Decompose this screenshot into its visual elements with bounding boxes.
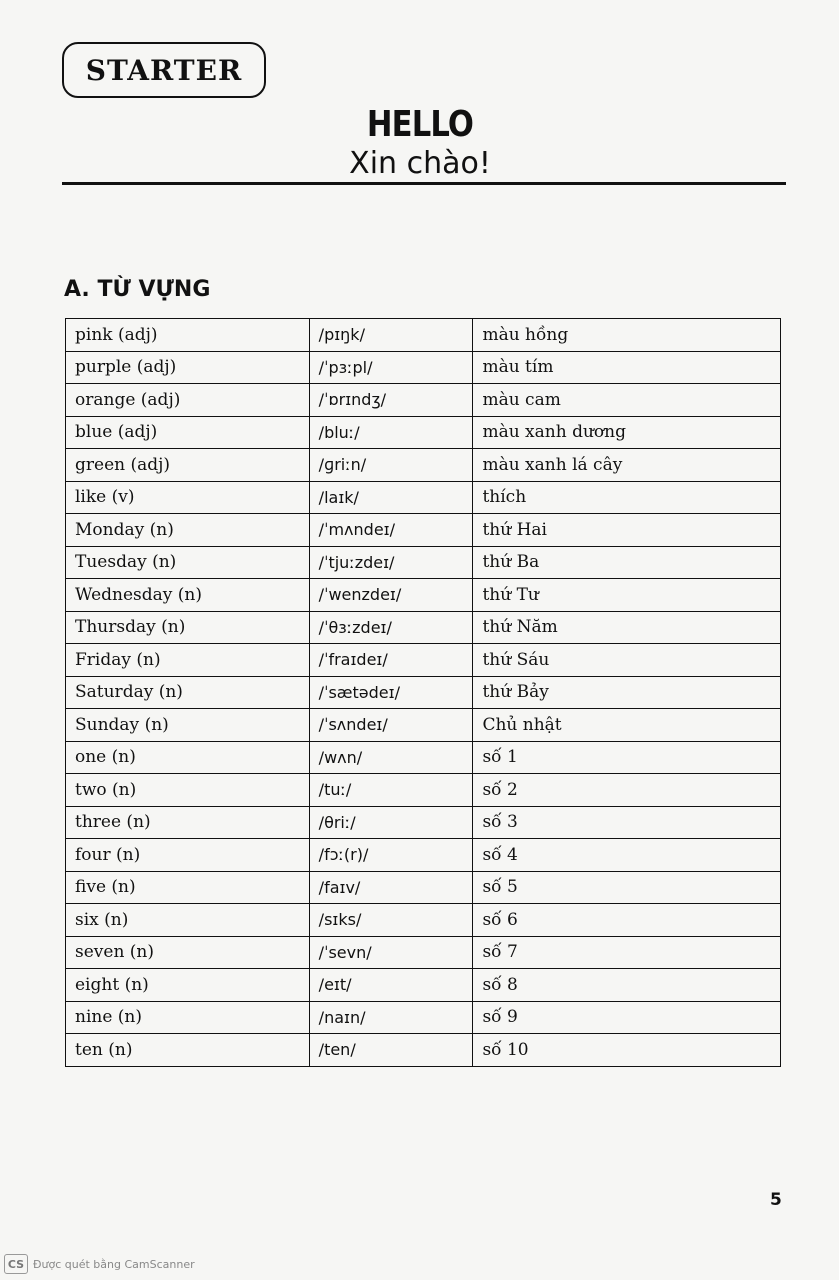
vocab-word: Friday (n) <box>66 644 310 677</box>
table-row <box>66 936 781 969</box>
table-row <box>66 384 781 417</box>
vocab-meaning: Chủ nhật <box>473 709 781 742</box>
table-row <box>66 904 781 937</box>
vocab-pronunciation: /ɡriːn/ <box>309 449 473 482</box>
starter-label: STARTER <box>62 42 266 98</box>
vocab-word: Sunday (n) <box>66 709 310 742</box>
vocab-meaning: thích <box>473 481 781 514</box>
vocab-pronunciation: /ˈsevn/ <box>309 936 473 969</box>
table-row <box>66 644 781 677</box>
vocab-pronunciation: /bluː/ <box>309 416 473 449</box>
vocab-word: Wednesday (n) <box>66 579 310 612</box>
vocab-word: one (n) <box>66 741 310 774</box>
vocab-pronunciation: /ˈfraɪdeɪ/ <box>309 644 473 677</box>
vocab-pronunciation: /naɪn/ <box>309 1001 473 1034</box>
vocab-meaning: số 5 <box>473 871 781 904</box>
lesson-title: HELLO <box>366 104 474 145</box>
vocab-pronunciation: /tuː/ <box>309 774 473 807</box>
vocab-word: orange (adj) <box>66 384 310 417</box>
table-row <box>66 351 781 384</box>
vocab-meaning: thứ Năm <box>473 611 781 644</box>
vocab-meaning: số 10 <box>473 1034 781 1067</box>
table-row <box>66 709 781 742</box>
vocab-meaning: màu xanh lá cây <box>473 449 781 482</box>
table-row <box>66 319 781 352</box>
table-row <box>66 741 781 774</box>
table-row <box>66 546 781 579</box>
vocab-pronunciation: /ˈmʌndeɪ/ <box>309 514 473 547</box>
vocab-word: six (n) <box>66 904 310 937</box>
vocab-word: Monday (n) <box>66 514 310 547</box>
vocab-pronunciation: /sɪks/ <box>309 904 473 937</box>
camscanner-watermark <box>4 1254 195 1274</box>
vocab-pronunciation: /θriː/ <box>309 806 473 839</box>
vocab-pronunciation: /ˈɒrɪndʒ/ <box>309 384 473 417</box>
vocab-word: seven (n) <box>66 936 310 969</box>
vocab-word: Tuesday (n) <box>66 546 310 579</box>
vocab-word: ten (n) <box>66 1034 310 1067</box>
table-row <box>66 416 781 449</box>
vocab-word: pink (adj) <box>66 319 310 352</box>
table-row <box>66 611 781 644</box>
vocab-meaning: thứ Bảy <box>473 676 781 709</box>
section-title: A. TỪ VỰNG <box>64 277 211 302</box>
vocab-meaning: số 4 <box>473 839 781 872</box>
vocab-pronunciation: /ten/ <box>309 1034 473 1067</box>
vocab-pronunciation: /ˈsætədeɪ/ <box>309 676 473 709</box>
table-row <box>66 481 781 514</box>
vocab-pronunciation: /ˈθɜːzdeɪ/ <box>309 611 473 644</box>
vocab-pronunciation: /ˈpɜːpl/ <box>309 351 473 384</box>
table-row <box>66 806 781 839</box>
vocab-word: nine (n) <box>66 1001 310 1034</box>
vocab-meaning: thứ Tư <box>473 579 781 612</box>
table-row <box>66 839 781 872</box>
watermark-text: Được quét bằng CamScanner <box>33 1257 195 1271</box>
vocab-meaning: số 7 <box>473 936 781 969</box>
vocab-meaning: số 9 <box>473 1001 781 1034</box>
vocab-pronunciation: /eɪt/ <box>309 969 473 1002</box>
table-row <box>66 676 781 709</box>
vocab-word: four (n) <box>66 839 310 872</box>
vocab-meaning: số 2 <box>473 774 781 807</box>
vocab-word: green (adj) <box>66 449 310 482</box>
table-row <box>66 1034 781 1067</box>
vocab-meaning: thứ Hai <box>473 514 781 547</box>
table-row <box>66 449 781 482</box>
table-row <box>66 1001 781 1034</box>
vocab-meaning: thứ Sáu <box>473 644 781 677</box>
vocab-pronunciation: /wʌn/ <box>309 741 473 774</box>
table-row <box>66 514 781 547</box>
vocab-meaning: màu tím <box>473 351 781 384</box>
vocab-meaning: số 3 <box>473 806 781 839</box>
vocab-pronunciation: /ˈtjuːzdeɪ/ <box>309 546 473 579</box>
vocab-word: purple (adj) <box>66 351 310 384</box>
vocab-pronunciation: /pɪŋk/ <box>309 319 473 352</box>
lesson-subtitle: Xin chào! <box>349 146 491 181</box>
vocab-word: eight (n) <box>66 969 310 1002</box>
vocab-meaning: số 8 <box>473 969 781 1002</box>
vocab-meaning: màu hồng <box>473 319 781 352</box>
vocab-word: five (n) <box>66 871 310 904</box>
vocab-pronunciation: /ˈsʌndeɪ/ <box>309 709 473 742</box>
camscanner-logo-icon: CS <box>4 1254 28 1274</box>
table-row <box>66 871 781 904</box>
vocab-word: blue (adj) <box>66 416 310 449</box>
vocab-word: Thursday (n) <box>66 611 310 644</box>
vocab-word: like (v) <box>66 481 310 514</box>
vocab-meaning: thứ Ba <box>473 546 781 579</box>
table-row <box>66 579 781 612</box>
vocab-pronunciation: /faɪv/ <box>309 871 473 904</box>
vocab-word: three (n) <box>66 806 310 839</box>
vocab-meaning: số 6 <box>473 904 781 937</box>
table-row <box>66 774 781 807</box>
vocab-meaning: màu xanh dương <box>473 416 781 449</box>
table-row <box>66 969 781 1002</box>
vocab-meaning: màu cam <box>473 384 781 417</box>
page-number: 5 <box>770 1190 782 1210</box>
vocab-pronunciation: /ˈwenzdeɪ/ <box>309 579 473 612</box>
vocabulary-table <box>65 318 781 1067</box>
vocab-word: two (n) <box>66 774 310 807</box>
vocab-word: Saturday (n) <box>66 676 310 709</box>
vocab-meaning: số 1 <box>473 741 781 774</box>
vocabulary-table-body <box>66 319 781 1067</box>
vocab-pronunciation: /fɔː(r)/ <box>309 839 473 872</box>
header-divider <box>62 182 786 185</box>
vocab-pronunciation: /laɪk/ <box>309 481 473 514</box>
